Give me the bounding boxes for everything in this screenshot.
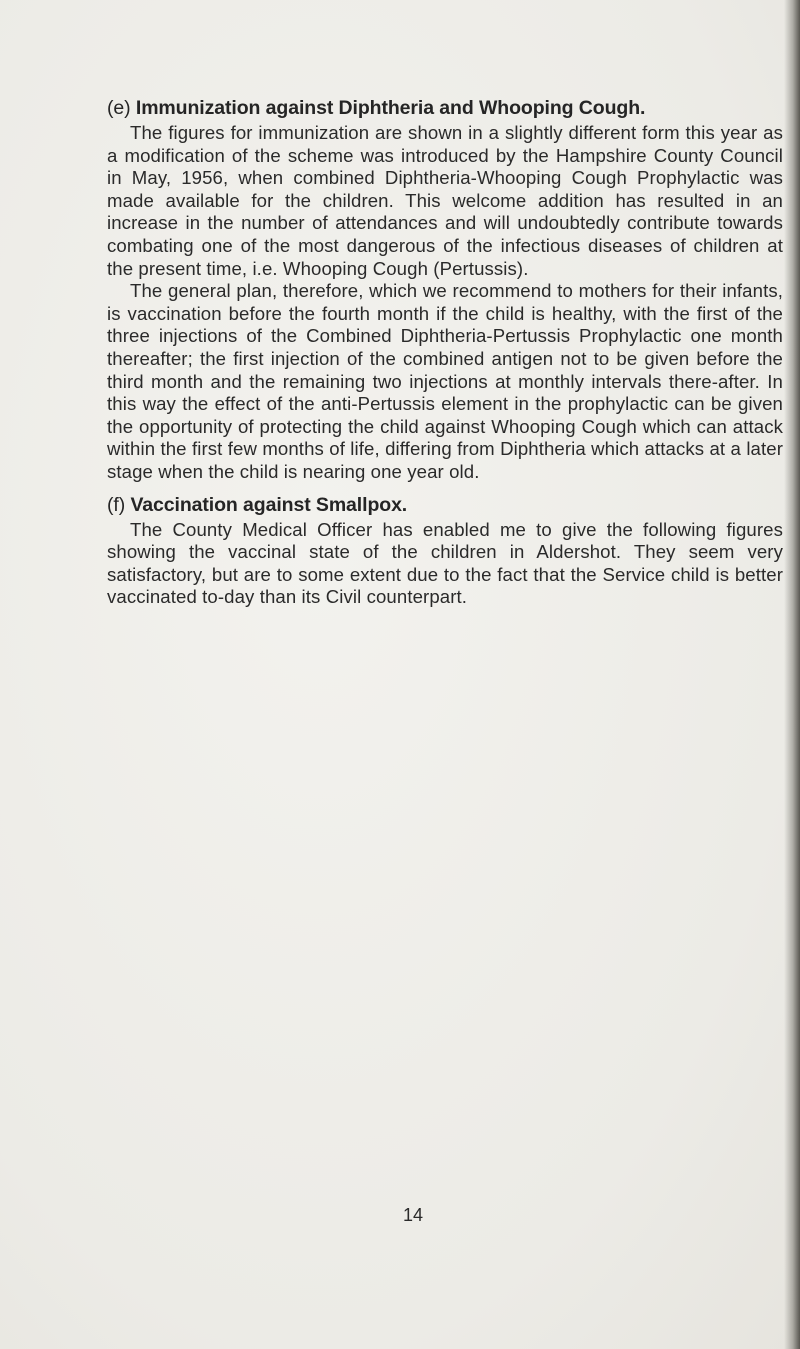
page-edge-shadow bbox=[784, 0, 800, 1349]
section-e-paragraph-2: The general plan, therefore, which we recommend to mothers for their infants, is vaccination before the fourth month if the child is healthy, with the first of the three injections of the Combined Diphtheria-Pertussis Prophylactic one month thereafter; the first injection of the combined antigen not to be given before the third month and the remaining two injections at monthly intervals there-after. In this way the effect of the anti-Pertussis element in the prophylactic can be given the opportunity of protecting the child against Whooping Cough which can attack within the first few months of life, differing from Diphtheria which attacks at a later stage when the child is nearing one year old. bbox=[107, 280, 783, 482]
section-f-heading bbox=[107, 493, 783, 517]
section-e-paragraph-1: The figures for immunization are shown in a slightly different form this year as a modification of the scheme was introduced by the Hampshire County Council in May, 1956, when combined Diphtheria-Whooping Cough Prophylactic was made available for the children. This welcome addition has resulted in an increase in the number of attendances and will undoubtedly contribute towards combating one of the most dangerous of the infectious diseases of children at the present time, i.e. Whooping Cough (Pertussis). bbox=[107, 122, 783, 279]
section-f-paragraph-1: The County Medical Officer has enabled me to give the following figures showing the vaccinal state of the children in Aldershot. They seem very satisfactory, but are to some extent due to the fact that the Service child is better vaccinated to-day than its Civil counterpart. bbox=[107, 518, 783, 608]
section-gap bbox=[107, 484, 783, 493]
section-e-letter: (e) bbox=[107, 97, 131, 119]
page-number: 14 bbox=[402, 1205, 424, 1225]
section-e-title: Immunization against Diphtheria and Whooping Cough. bbox=[135, 97, 646, 119]
section-e-heading bbox=[107, 96, 783, 120]
document-body bbox=[107, 96, 783, 609]
section-f-title: Vaccination against Smallpox. bbox=[130, 493, 408, 516]
section-f-letter: (f) bbox=[107, 493, 126, 516]
